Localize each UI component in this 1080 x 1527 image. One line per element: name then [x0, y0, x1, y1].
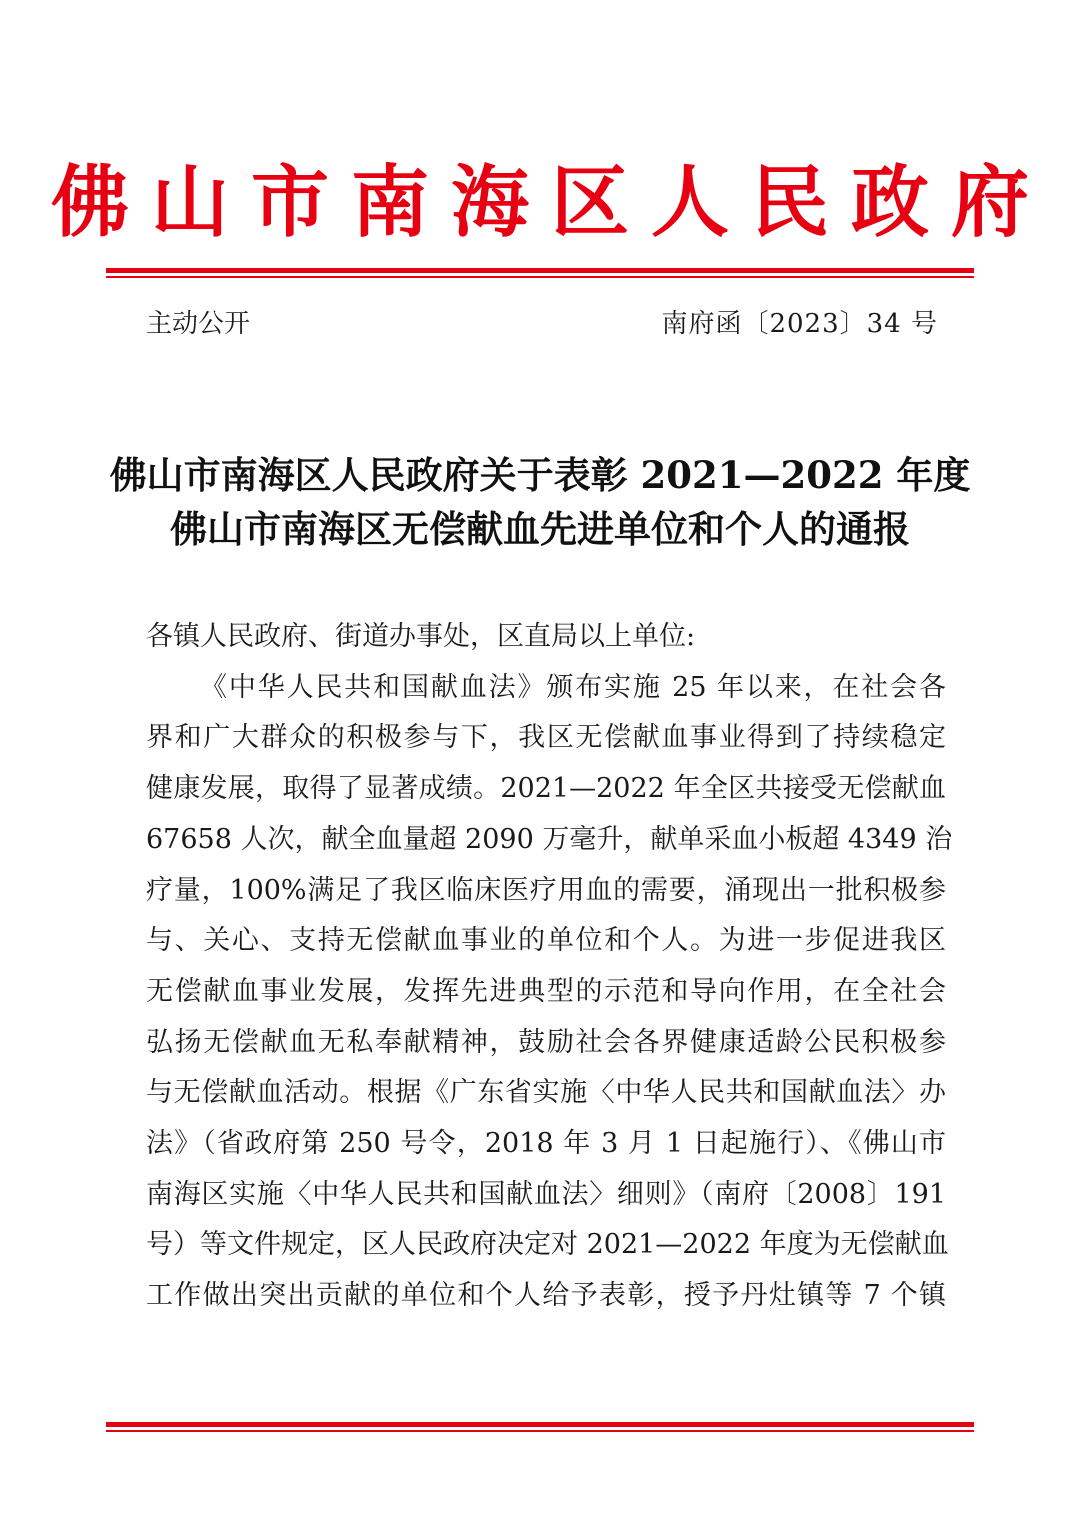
salutation: 各镇人民政府、街道办事处，区直局以上单位: [146, 621, 696, 652]
body-line-4: 67658 人次，献全血量超 2090 万毫升，献单采血小板超 4349 治 [146, 823, 953, 855]
footer-red-rule-thick [106, 1422, 974, 1427]
header-red-rule [106, 268, 974, 278]
issuing-organization-header: 佛山市南海区人民政府 [50, 158, 1051, 248]
body-line-7: 无偿献血事业发展，发挥先进典型的示范和导向作用，在全社会 [146, 975, 946, 1007]
footer-red-rule [106, 1422, 974, 1432]
body-line-1: 《中华人民共和国献血法》颁布实施 25 年以来，在社会各 [200, 671, 946, 703]
body-line-6: 与、关心、支持无偿献血事业的单位和个人。为进一步促进我区 [146, 925, 946, 957]
document-title-line-2: 佛山市南海区无偿献血先进单位和个人的通报 [170, 507, 910, 551]
document-number: 南府函〔2023〕34 号 [661, 309, 938, 339]
body-line-8: 弘扬无偿献血无私奉献精神，鼓励社会各界健康适龄公民积极参 [146, 1026, 946, 1058]
header-red-rule-thick [106, 268, 974, 273]
disclosure-status: 主动公开 [146, 309, 251, 339]
document-title [60, 448, 1020, 556]
body-line-12: 号）等文件规定，区人民政府决定对 2021—2022 年度为无偿献血 [146, 1229, 949, 1261]
body-line-10: 法》（省政府第 250 号令，2018 年 3 月 1 日起施行）、《佛山市 [146, 1128, 946, 1160]
body-line-3: 健康发展，取得了显著成绩。2021—2022 年全区共接受无偿献血 [146, 773, 946, 805]
document-title-line-1: 佛山市南海区人民政府关于表彰 2021—2022 年度 [109, 453, 971, 497]
body-line-5: 疗量，100%满足了我区临床医疗用血的需要，涌现出一批积极参 [146, 874, 946, 906]
document-body [146, 612, 953, 1322]
body-line-2: 界和广大群众的积极参与下，我区无偿献血事业得到了持续稳定 [146, 722, 946, 754]
body-line-13: 工作做出突出贡献的单位和个人给予表彰，授予丹灶镇等 7 个镇 [146, 1280, 946, 1312]
document-meta-row [146, 304, 938, 344]
footer-red-rule-thin [106, 1430, 974, 1432]
body-line-11: 南海区实施〈中华人民共和国献血法〉细则》（南府〔2008〕191 [146, 1178, 946, 1210]
body-line-9: 与无偿献血活动。根据《广东省实施〈中华人民共和国献血法〉办 [146, 1077, 946, 1109]
header-red-rule-thin [106, 276, 974, 278]
